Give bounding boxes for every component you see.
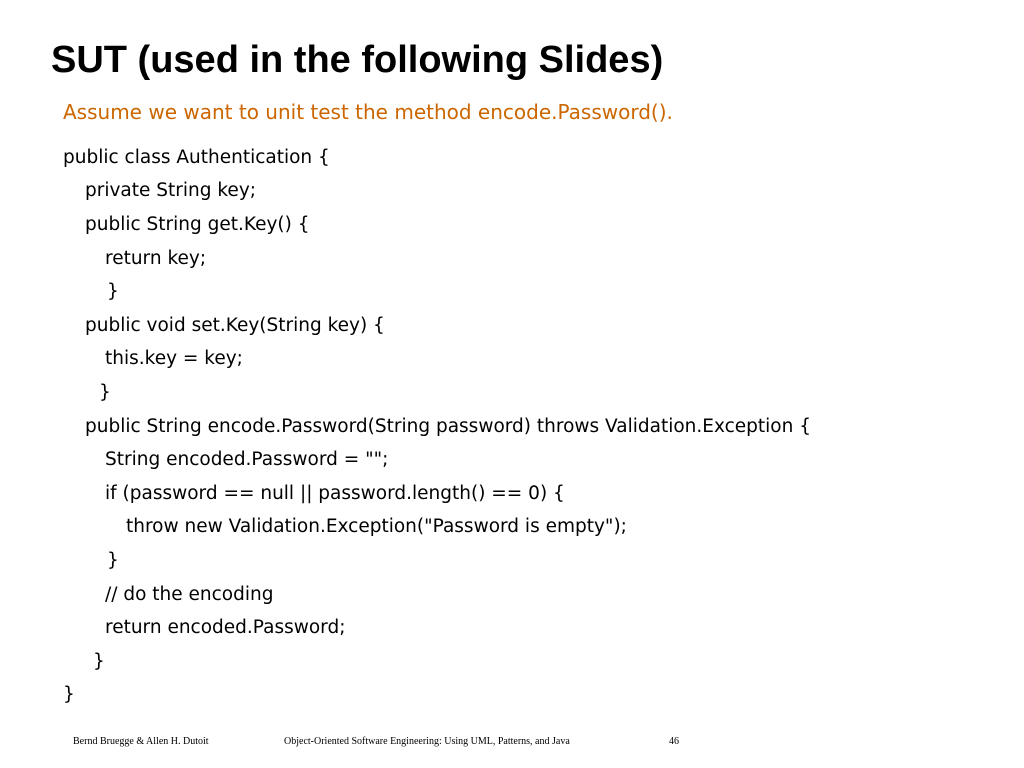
footer-book-title: Object-Oriented Software Engineering: Using UML, Patterns, and Java bbox=[284, 736, 570, 747]
code-line: public void set.Key(String key) { bbox=[85, 315, 385, 336]
code-line: } bbox=[99, 382, 111, 403]
code-line: return key; bbox=[105, 248, 207, 269]
code-line: // do the encoding bbox=[105, 584, 274, 605]
code-line: } bbox=[107, 281, 119, 302]
code-line: String encoded.Password = ""; bbox=[105, 449, 389, 470]
code-line: private String key; bbox=[85, 180, 256, 201]
code-line: } bbox=[63, 684, 75, 705]
code-line: throw new Validation.Exception("Password is empty"); bbox=[126, 516, 627, 537]
slide-title: SUT (used in the following Slides) bbox=[51, 39, 664, 81]
footer-page-number: 46 bbox=[669, 736, 679, 747]
intro-text: Assume we want to unit test the method encode.Password(). bbox=[63, 100, 673, 124]
footer-authors: Bernd Bruegge & Allen H. Dutoit bbox=[73, 736, 209, 747]
code-line: if (password == null || password.length() == 0) { bbox=[105, 483, 565, 504]
code-line: this.key = key; bbox=[105, 348, 243, 369]
code-line: public String get.Key() { bbox=[85, 214, 310, 235]
code-line: } bbox=[93, 651, 105, 672]
code-line: public class Authentication { bbox=[63, 147, 330, 168]
code-line: public String encode.Password(String password) throws Validation.Exception { bbox=[85, 416, 811, 437]
code-line: } bbox=[107, 550, 119, 571]
code-line: return encoded.Password; bbox=[105, 617, 346, 638]
